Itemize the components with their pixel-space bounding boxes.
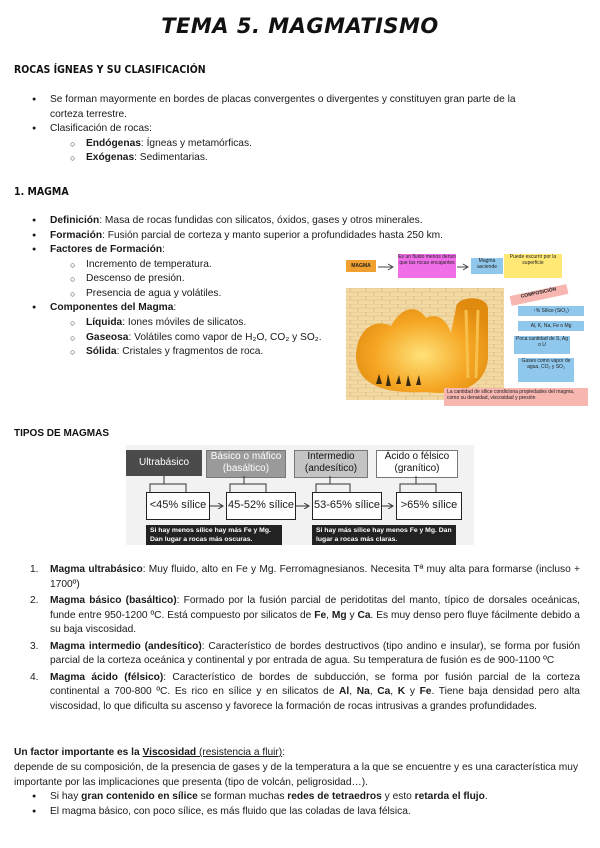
silice-range: 45-52% sílice <box>226 492 296 520</box>
term: Factores de Formación <box>50 244 163 255</box>
term-text: , <box>369 686 378 697</box>
term: Magma intermedio (andesítico) <box>50 640 202 652</box>
list-item <box>86 137 252 152</box>
type-name: Intermedio <box>307 451 355 462</box>
page-title: TEMA 5. MAGMATISMO <box>161 14 439 38</box>
fluid-label: Es un fluido menos denso que las rocas encajantes <box>398 254 456 278</box>
silice-range: >65% sílice <box>396 492 462 520</box>
erupt-label: Puede escurrir por la superficie <box>504 254 562 278</box>
list-item <box>86 331 322 346</box>
heading-text: Un factor importante es la <box>14 747 143 758</box>
term: Formación <box>50 230 103 241</box>
section-heading-magma: 1. MAGMA <box>14 186 69 198</box>
term-text: : Fusión parcial de corteza y manto superior a profundidades hasta 250 km. <box>102 230 443 241</box>
section-heading-magma-types: TIPOS DE MAGMAS <box>14 428 110 439</box>
term-text: : Iones móviles de silicatos. <box>122 317 247 328</box>
composition-title: COMPOSICIÓN <box>510 284 569 306</box>
text: y esto <box>381 791 415 802</box>
term: Endógenas <box>86 138 141 149</box>
term: Definición <box>50 215 100 226</box>
type-sub: (basáltico) <box>222 463 270 474</box>
list-item <box>86 316 246 331</box>
term-text: : Característico de bordes de subducción, se forma por fusión parcial de la corteza continental a 700-800 ºC. Es rico en sílice y en silicatos de <box>50 671 580 697</box>
term: retarda el flujo <box>414 791 485 802</box>
term-text: : Cristales y fragmentos de roca. <box>116 346 264 357</box>
term-text: : Ígneas y metamórficas. <box>140 138 252 149</box>
silice-range: 53-65% sílice <box>312 492 382 520</box>
list-item: ○ Incremento de temperatura. <box>86 258 212 273</box>
magma-diagram <box>342 252 592 410</box>
term: Sólida <box>86 346 117 357</box>
list-item: ○ Descenso de presión. <box>86 272 185 287</box>
type-sub: (granítico) <box>394 463 440 474</box>
text: . <box>484 791 488 802</box>
bullet-text: Se forman mayormente en bordes de placas convergentes o divergentes y constituyen gran parte de la corteza terrestre. <box>50 94 516 120</box>
term: Fe <box>419 686 432 697</box>
diagram-caption: La cantidad de sílice condiciona propiedades del magma, como su densidad, viscosidad y presión <box>444 388 588 406</box>
list-item <box>86 345 263 360</box>
list-item <box>86 151 208 166</box>
term: Al <box>339 686 350 697</box>
type-header <box>126 450 202 476</box>
term-text: : Sedimentarias. <box>134 152 208 163</box>
magma-chamber-illustration <box>346 288 504 400</box>
viscosity-heading <box>14 746 586 761</box>
term-text: . Tiene baja densidad pero alta viscosidad, lo que dificulta su ascenso y favorece la formación de rocas intrusivas a grandes profundidades. <box>50 686 580 712</box>
list-item <box>50 790 580 805</box>
composition-gases: Gases como vapor de agua, CO₂ y SO₂ <box>518 358 574 382</box>
list-item <box>50 229 443 244</box>
term-text: y <box>405 686 420 697</box>
text: se forman muchas <box>197 791 288 802</box>
term: Ca <box>377 686 391 697</box>
term: Fe <box>314 609 327 621</box>
list-number: 2. <box>30 595 39 606</box>
magma-types-figure <box>126 445 474 545</box>
term-text: , <box>326 609 332 621</box>
list-item <box>50 214 423 229</box>
term: Exógenas <box>86 152 135 163</box>
type-name: Ácido o félsico <box>384 451 450 462</box>
heading-colon: : <box>282 747 286 758</box>
type-name: Ultrabásico <box>138 457 190 468</box>
section-heading-igneous-rocks: ROCAS ÍGNEAS Y SU CLASIFICACIÓN <box>14 64 206 76</box>
term: Componentes del Magma <box>50 302 174 313</box>
term-text: , <box>349 686 357 697</box>
silice-note-left: Si hay menos sílice hay más Fe y Mg. Dan lugar a rocas más oscuras. <box>146 525 282 545</box>
ascend-label: Magma asciende <box>471 258 503 274</box>
list-item <box>50 243 165 258</box>
term: Ca <box>357 609 371 621</box>
composition-silice: ↑% Sílice (SiO₂) <box>518 306 584 316</box>
list-number: 4. <box>30 671 39 683</box>
composition-elements: Al, K, Na, Fe o Mg <box>518 321 584 331</box>
term-text: : Formado por la fusión parcial de peridotitas del manto, típico de dorsales oceánicas, funde entre 950-1200 ºC. Está compuesto por silicatos de <box>50 595 580 621</box>
term-text: y <box>346 609 358 621</box>
term-text: : Volátiles como vapor de H₂O, CO₂ y SO₂. <box>128 332 322 343</box>
term-text: : <box>162 244 165 255</box>
bullet-text: Clasificación de rocas: <box>50 123 152 134</box>
list-number: 3. <box>30 640 39 652</box>
type-name: Básico o máfico <box>210 451 282 462</box>
list-item <box>30 671 580 715</box>
term-text: : Masa de rocas fundidas con silicatos, óxidos, gases y otros minerales. <box>99 215 423 226</box>
term: redes de tetraedros <box>287 791 382 802</box>
list-item <box>30 640 580 669</box>
text: Si hay <box>50 791 82 802</box>
composition-small-amount: Poca cantidad de S, Ag o U <box>514 336 570 354</box>
term-text: : Característico de bordes destructivos (tipo andino e insular), se forma por fusión parcial de la corteza oceánica y continental y por entrada de agua. Su temperatura de fusión es de 900-1100 ºC <box>50 640 580 666</box>
term: Mg <box>331 609 347 621</box>
list-item: ○ Presencia de agua y volátiles. <box>86 287 221 302</box>
term: Líquida <box>86 317 123 328</box>
type-header <box>294 450 368 478</box>
list-number: 1. <box>30 564 39 575</box>
term: K <box>397 686 406 697</box>
list-item <box>50 122 152 137</box>
term-text: , <box>390 686 398 697</box>
list-item <box>50 301 176 316</box>
term: Magma ácido (félsico) <box>50 671 164 683</box>
type-header <box>376 450 458 478</box>
arrow-icons <box>126 503 474 509</box>
term-text: : <box>173 302 177 313</box>
term: gran contenido en sílice <box>81 791 198 802</box>
heading-paren: (resistencia a fluir) <box>196 747 283 758</box>
term-text: : Muy fluido, alto en Fe y Mg. Ferromagnesianos. Necesita Tª muy alta para formarse (incluso + 1700º) <box>50 564 580 590</box>
heading-term: Viscosidad <box>142 747 197 758</box>
term: Na <box>356 686 370 697</box>
type-header <box>206 450 286 478</box>
type-sub: (andesítico) <box>304 463 358 474</box>
silice-note-right: Si hay más sílice hay menos Fe y Mg. Dan lugar a rocas más claras. <box>312 525 456 545</box>
list-item <box>50 93 550 122</box>
viscosity-paragraph: depende de su composición, de la presencia de gases y de la temperatura a la que se encuentre y es una característica muy importante por las implicaciones que presenta (tipo de volcán, peligrosidad…). <box>14 762 579 788</box>
term: Magma ultrabásico <box>50 564 143 575</box>
list-item: ● El magma básico, con poco sílice, es más fluido que las coladas de lava félsica. <box>50 805 580 820</box>
arrow-right-icon <box>378 263 396 271</box>
term: Magma básico (basáltico) <box>50 595 177 606</box>
arrow-right-icon <box>457 263 471 271</box>
silice-range: <45% sílice <box>146 492 210 520</box>
magma-label: MAGMA <box>346 260 376 272</box>
magma-types-list <box>30 563 580 714</box>
term: Gaseosa <box>86 332 129 343</box>
list-item <box>30 594 580 638</box>
list-item <box>30 563 580 592</box>
term-text: . Es muy denso pero fluye fácilmente debido a su baja viscosidad. <box>50 609 580 635</box>
